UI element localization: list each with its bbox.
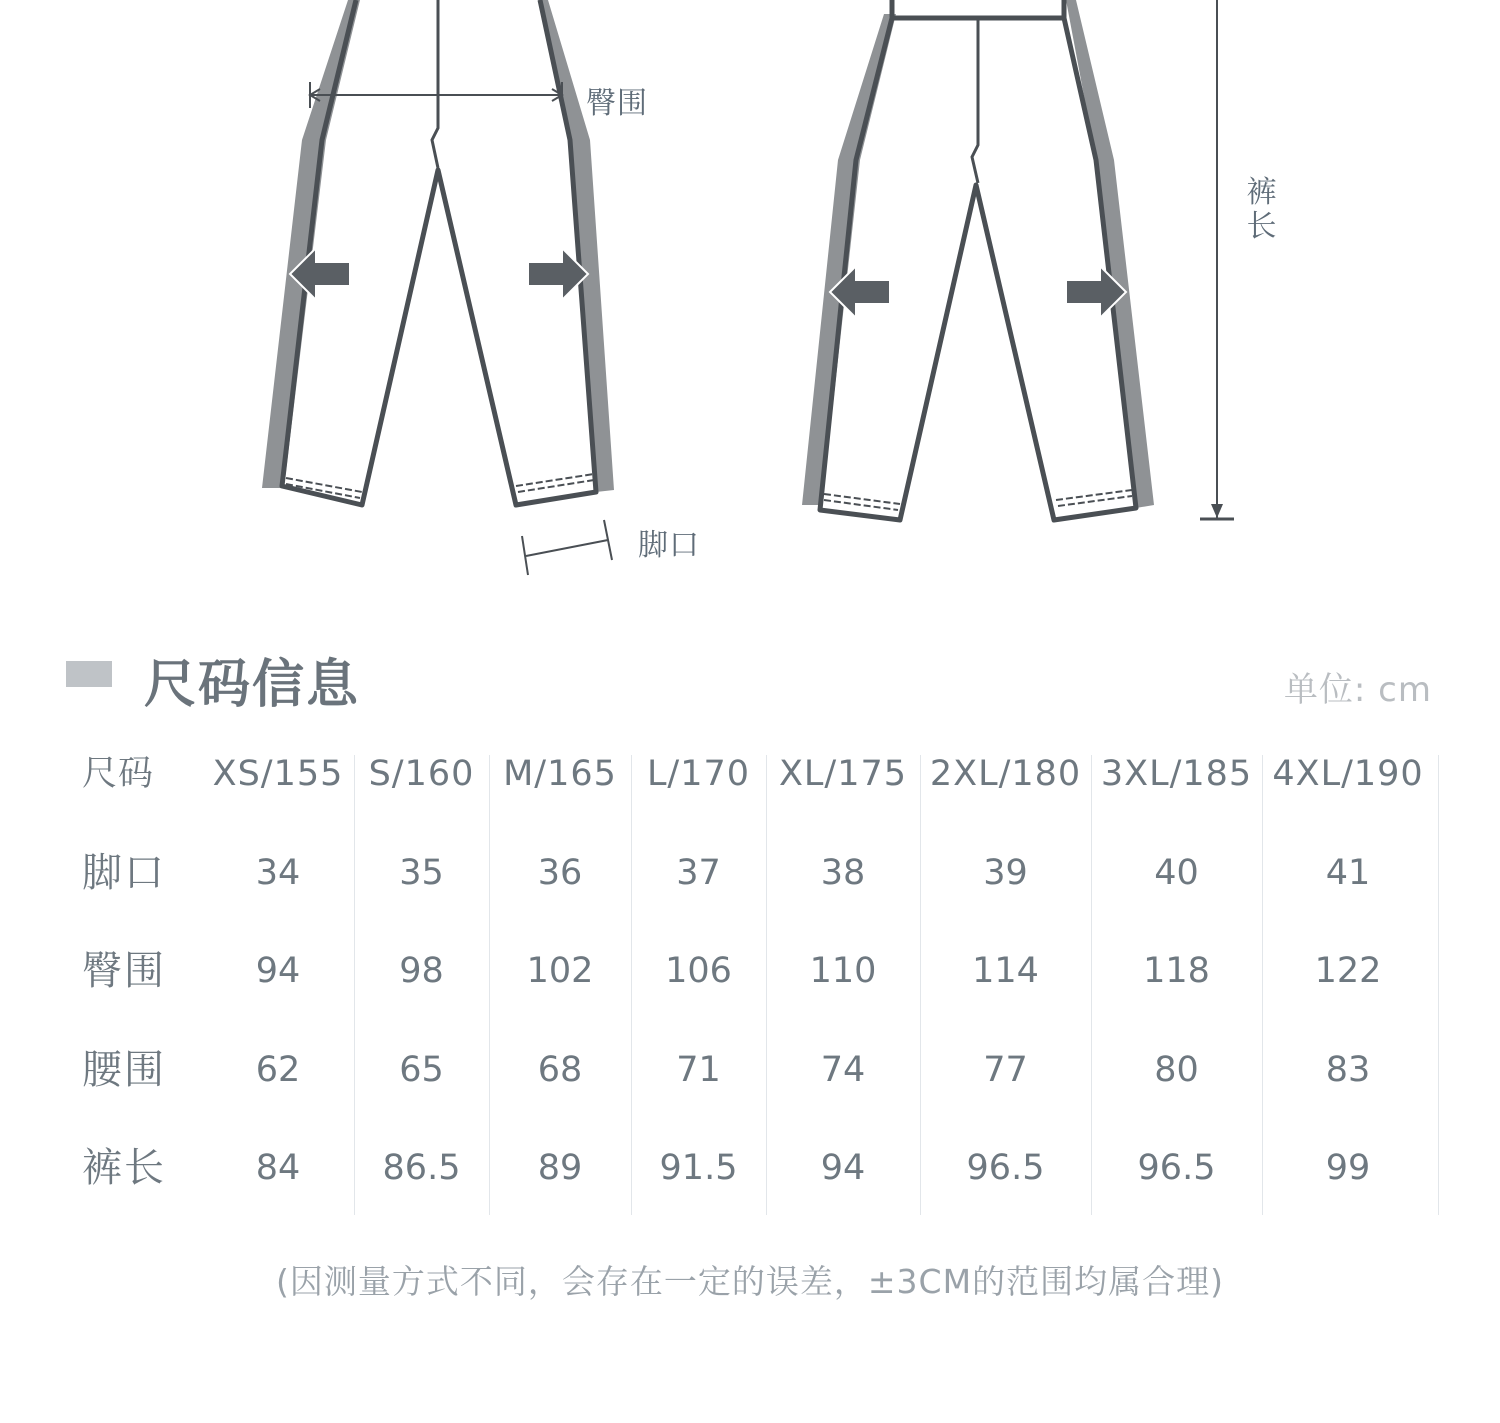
table-row-length: [66, 1124, 1446, 1223]
size-column-header: 3XL/185: [1100, 754, 1253, 794]
size-column-header: 4XL/190: [1272, 754, 1424, 794]
pants-front-illustration: [262, 0, 614, 575]
hip-measurement-label: 臀围: [586, 86, 648, 121]
cuff-measurement-label: 脚口: [638, 528, 700, 563]
size-column-header: S/160: [368, 754, 475, 794]
table-header-row: [66, 730, 1446, 829]
table-cell: 96.5: [1137, 1148, 1216, 1188]
row-label: 臀围: [82, 948, 166, 994]
measurement-note: (因测量方式不同，会存在一定的误差，±3CM的范围均属合理): [276, 1262, 1224, 1301]
table-cell: 94: [820, 1148, 866, 1188]
table-cell: 65: [399, 1049, 444, 1090]
section-title: 尺码信息: [144, 655, 361, 715]
table-cell: 77: [983, 1049, 1028, 1090]
table-cell: 80: [1154, 1049, 1199, 1090]
table-cell: 37: [676, 852, 721, 893]
size-column-header: L/170: [646, 754, 751, 794]
table-cell: 99: [1325, 1148, 1371, 1188]
section-marker-bar: [66, 661, 112, 687]
table-cell: 89: [537, 1148, 583, 1188]
size-column-header: XL/175: [778, 754, 908, 794]
table-cell: 74: [820, 1049, 866, 1090]
table-cell: 38: [820, 852, 866, 893]
pants-measurement-diagram: [0, 0, 1500, 600]
table-row-cuff: [66, 829, 1446, 928]
table-cell: 98: [399, 951, 444, 991]
table-cell: 62: [255, 1049, 301, 1090]
table-cell: 39: [983, 852, 1028, 893]
pants-illustration: [0, 0, 1500, 600]
table-cell: 94: [255, 951, 301, 991]
table-cell: 83: [1325, 1049, 1371, 1090]
table-cell: 122: [1314, 951, 1382, 991]
table-cell: 68: [537, 1049, 583, 1090]
size-table: [66, 730, 1446, 1223]
table-cell: 71: [676, 1049, 721, 1090]
row-label: 脚口: [82, 849, 166, 896]
table-row-hip: [66, 927, 1446, 1026]
table-row-waist: [66, 1026, 1446, 1125]
table-cell: 34: [255, 852, 301, 893]
table-cell: 110: [809, 951, 877, 991]
table-cell: 96.5: [966, 1148, 1045, 1188]
size-column-header: M/165: [503, 754, 617, 794]
size-info-header: [66, 640, 1446, 715]
table-cell: 40: [1154, 852, 1199, 893]
table-cell: 36: [537, 852, 583, 893]
row-label: 裤长: [82, 1145, 166, 1191]
table-cell: 41: [1325, 852, 1371, 893]
table-cell: 91.5: [659, 1148, 738, 1188]
pants-back-illustration: [802, 0, 1234, 520]
table-cell: 106: [665, 951, 732, 991]
table-cell: 35: [399, 852, 444, 893]
unit-label: 单位: cm: [1283, 670, 1432, 710]
table-cell: 118: [1143, 951, 1210, 991]
table-cell: 114: [972, 951, 1039, 991]
size-column-header: 2XL/180: [929, 754, 1082, 794]
size-column-header: XS/155: [212, 754, 344, 794]
table-cell: 84: [255, 1148, 301, 1188]
length-measurement-label: 裤长: [1246, 175, 1278, 244]
row-label: 腰围: [82, 1046, 166, 1093]
row-header-size: 尺码: [82, 754, 155, 794]
table-cell: 102: [526, 951, 594, 991]
table-cell: 86.5: [382, 1148, 461, 1188]
